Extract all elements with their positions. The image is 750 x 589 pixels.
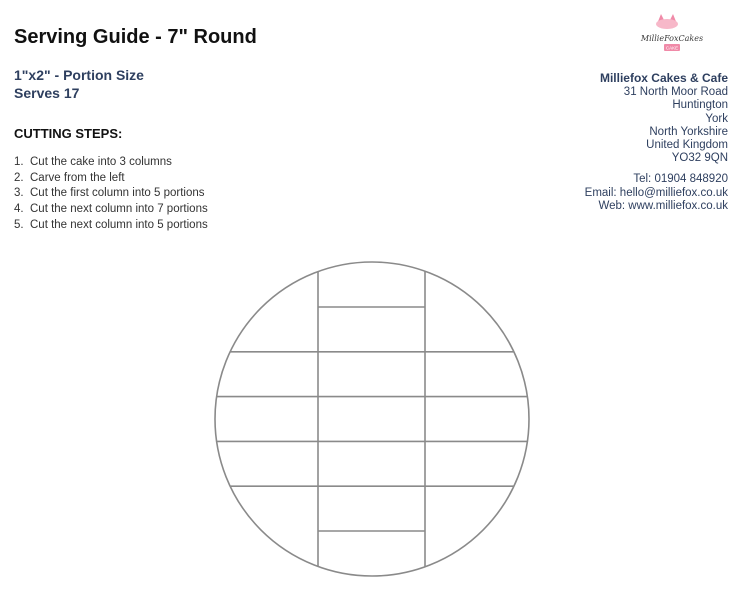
cake-outline — [215, 262, 529, 576]
step-number: 5. — [14, 218, 24, 231]
step-text: Cut the next column into 7 portions — [30, 203, 208, 216]
logo-sub: CAKE — [665, 45, 679, 51]
portion-size: 1"x2" - Portion Size — [14, 67, 144, 83]
step-number: 4. — [14, 203, 24, 216]
step-text: Cut the next column into 5 portions — [30, 218, 208, 231]
phone-text: Tel: 01904 848920 — [633, 173, 728, 185]
email-text: Email: hello@milliefox.co.uk — [584, 186, 728, 199]
step-text: Cut the first column into 5 portions — [30, 187, 205, 200]
address-line: North Yorkshire — [649, 125, 728, 138]
logo-text: MillieFoxCakes — [640, 34, 704, 43]
web-text: Web: www.milliefox.co.uk — [598, 200, 728, 212]
address-line: YO32 9QN — [671, 152, 728, 165]
step-number: 2. — [14, 171, 24, 184]
address-line: York — [705, 112, 728, 125]
address-line: Huntington — [672, 99, 728, 112]
address-line: 31 North Moor Road — [623, 86, 728, 98]
step-number: 3. — [14, 187, 24, 200]
company-name: Milliefox Cakes & Cafe — [599, 71, 728, 85]
serves-count: Serves 17 — [14, 85, 80, 101]
address-line: United Kingdom — [646, 139, 728, 152]
cutting-steps-heading: CUTTING STEPS: — [14, 126, 123, 141]
step-text: Carve from the left — [30, 171, 125, 184]
step-number: 1. — [14, 156, 24, 168]
page-title: Serving Guide - 7" Round — [14, 26, 257, 48]
step-text: Cut the cake into 3 columns — [30, 156, 172, 168]
